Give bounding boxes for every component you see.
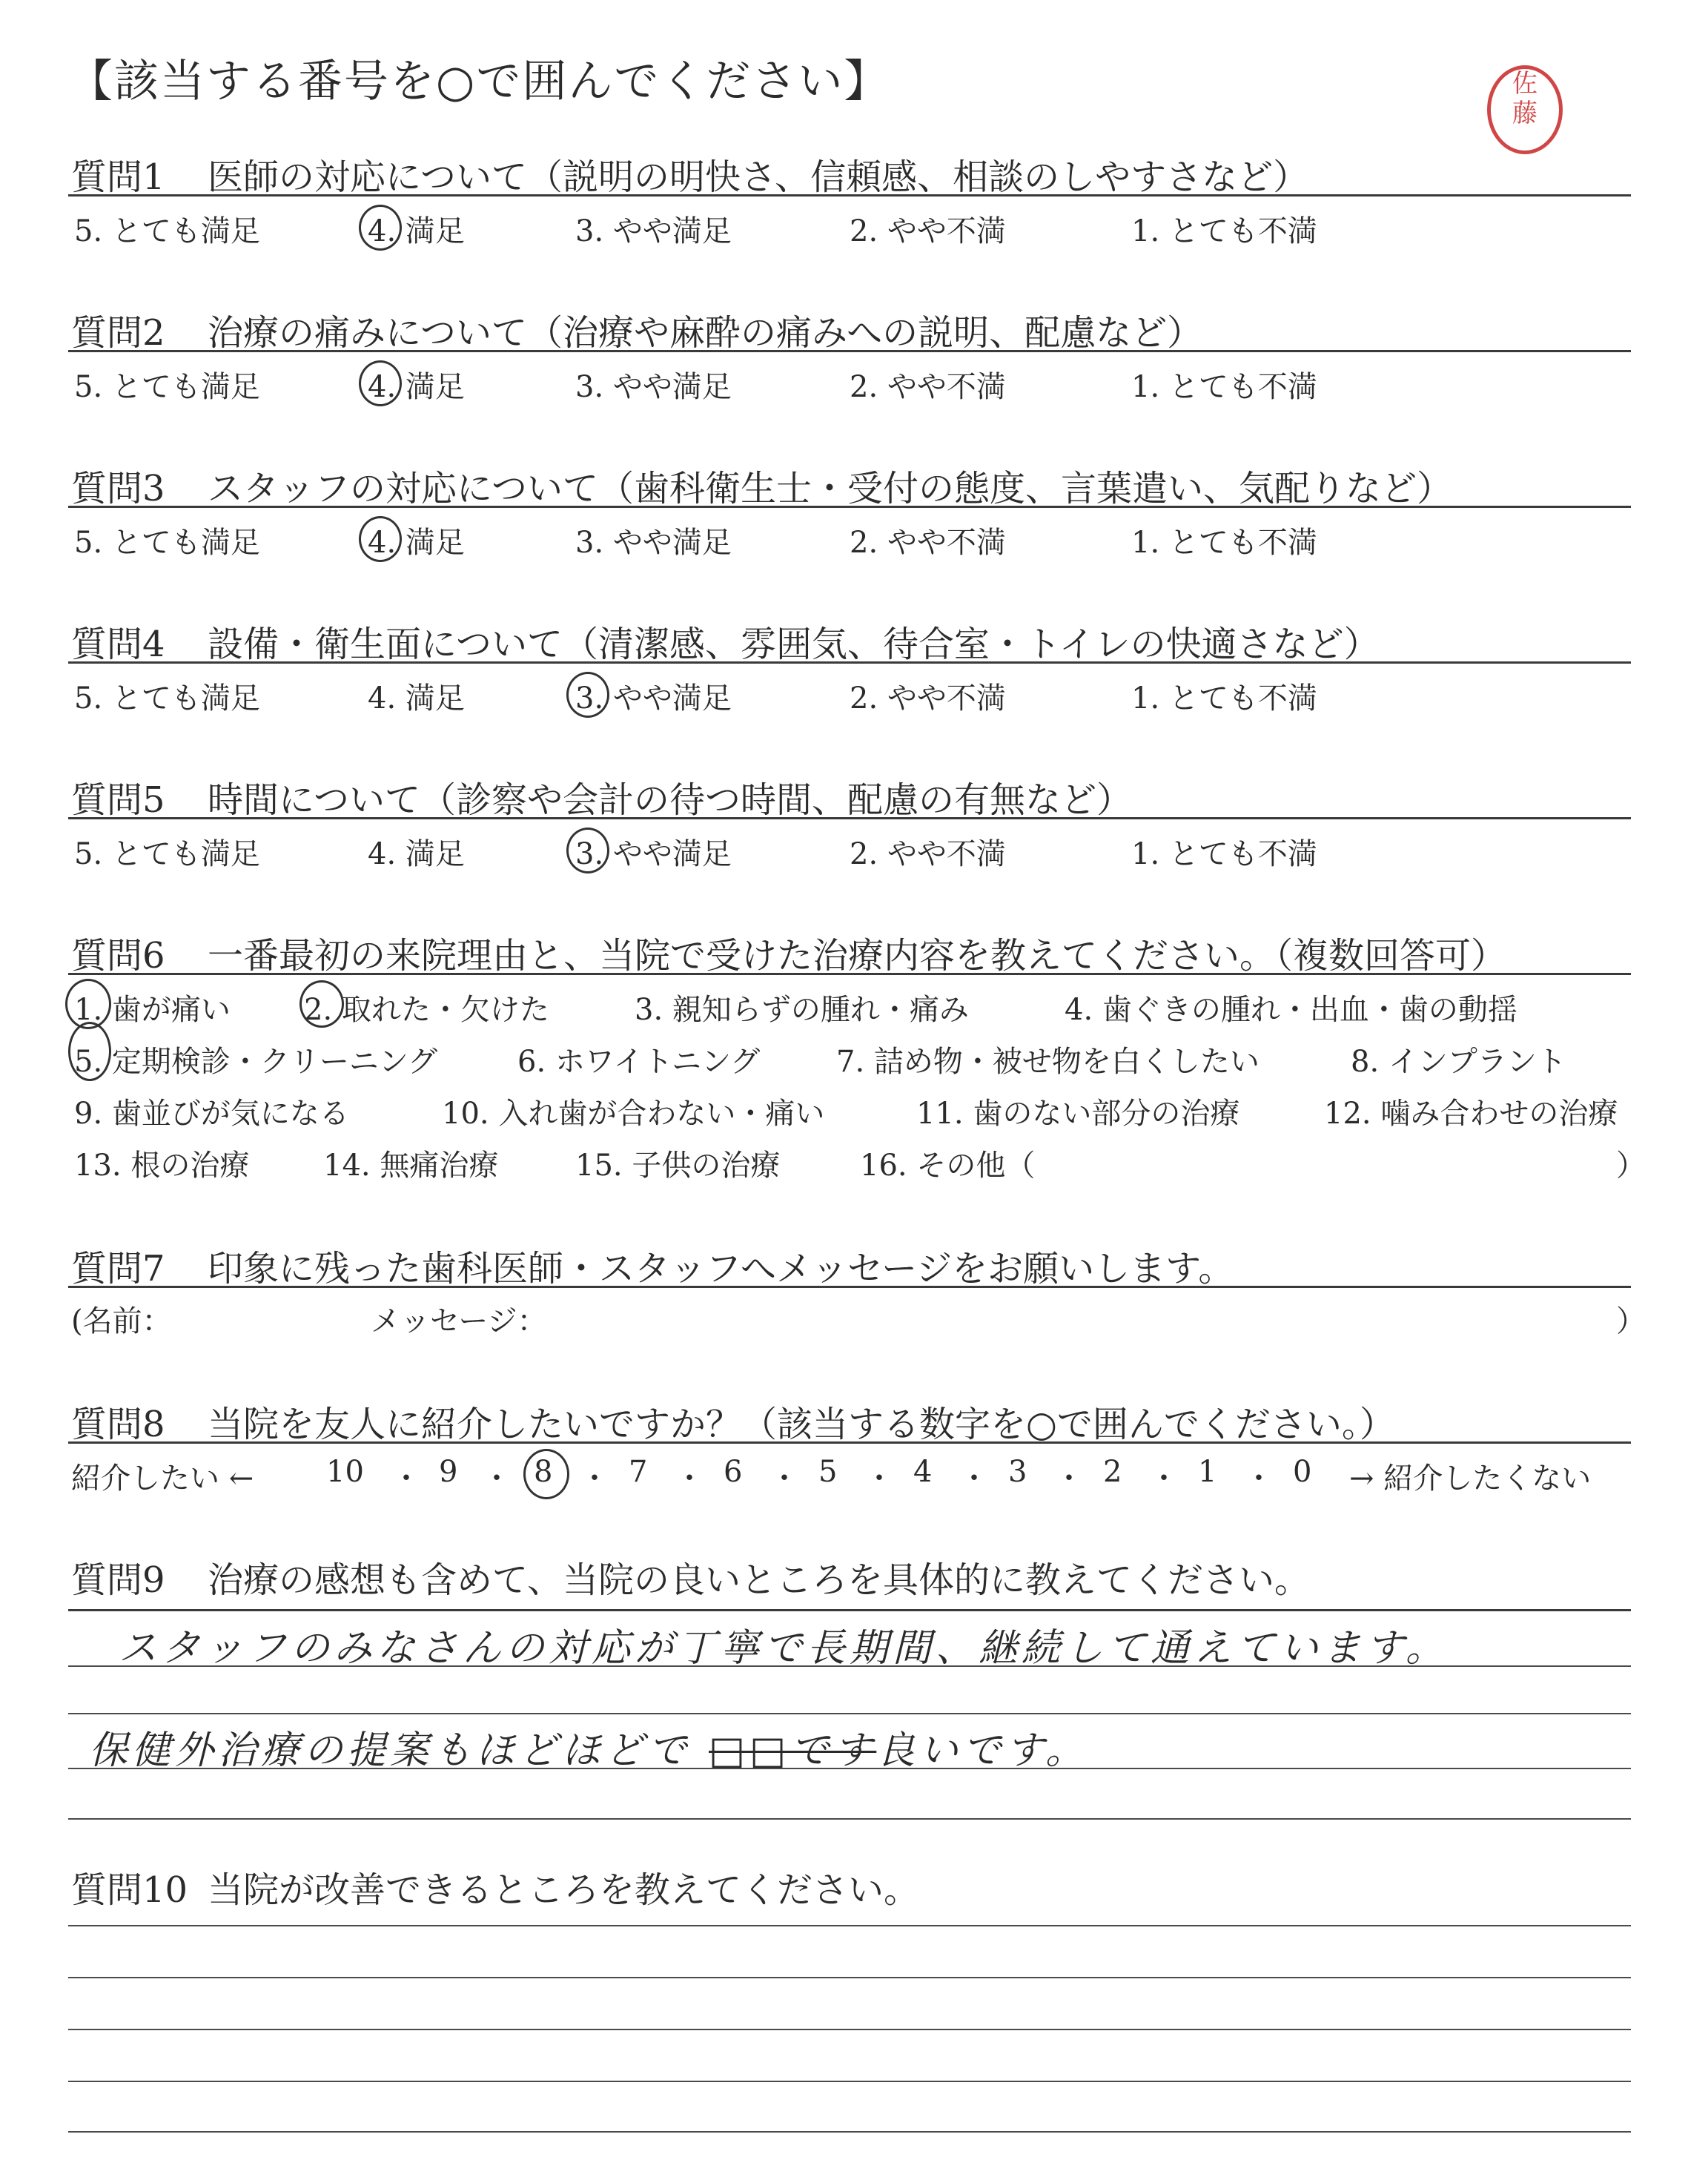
q6-option-11[interactable]: 11. 歯のない部分の治療 [916,1097,1240,1131]
q2-text: 治療の痛みについて（治療や麻酔の痛みへの説明、配慮など） [208,312,1203,354]
q6-option-6[interactable]: 6. ホワイトニング [517,1045,761,1079]
q1-selection-circle [359,205,402,251]
q4-option-2[interactable]: 2. やや不満 [850,681,1006,716]
q9-text: 治療の感想も含めて、当院の良いところを具体的に教えてください。 [208,1559,1311,1601]
q9-answer-line-1: スタッフのみなさんの対応が丁寧で長期間、継続して通えています。 [119,1626,1449,1671]
q5-label: 質問5 [71,779,165,821]
q1-option-5[interactable]: 5. とても満足 [74,214,260,248]
q2-rule [68,350,1631,352]
q3-rule [68,506,1631,508]
q6-option-2[interactable]: 2. 取れた・欠けた [304,993,549,1027]
q5-option-4[interactable]: 4. 満足 [368,837,465,871]
q1-option-4[interactable]: 4. 満足 [368,214,465,248]
q10-text: 当院が改善できるところを教えてください。 [208,1869,920,1911]
q1-rule [68,194,1631,196]
q2-option-2[interactable]: 2. やや不満 [850,370,1006,404]
q6-option-5[interactable]: 5. 定期検診・クリーニング [74,1045,438,1079]
q9-label: 質問9 [71,1559,165,1601]
q6-selection-circle-5 [68,1022,111,1081]
answer-line [68,1977,1631,1978]
q6-option-15[interactable]: 15. 子供の治療 [575,1149,781,1183]
q6-option-8[interactable]: 8. インプラント [1351,1045,1566,1079]
q1-option-1[interactable]: 1. とても不満 [1131,214,1317,248]
q6-text: 一番最初の来院理由と、当院で受けた治療内容を教えてください。（複数回答可） [208,935,1507,977]
answer-line [68,1665,1631,1667]
answer-line [68,1713,1631,1714]
q8-text: 当院を友人に紹介したいですか？（該当する数字を○で囲んでください。） [208,1404,1395,1445]
answer-line [68,2029,1631,2030]
q8-separator: ・ [675,1462,704,1496]
q7-name-label[interactable]: (名前： [71,1304,172,1338]
q3-option-5[interactable]: 5. とても満足 [74,526,260,560]
q9-answer-struck-text: □□です [709,1728,877,1773]
q3-selection-circle [359,516,402,562]
q8-scale-8[interactable]: 8 [534,1455,553,1489]
q8-separator: ・ [959,1462,989,1496]
q8-right-label: → 紹介したくない [1349,1462,1592,1496]
q9-rule [68,1609,1631,1611]
q8-separator: ・ [391,1462,421,1496]
q2-option-4[interactable]: 4. 満足 [368,370,465,404]
q8-separator: ・ [482,1462,512,1496]
q8-scale-10[interactable]: 10 [326,1455,364,1489]
answer-line [68,1768,1631,1769]
q9-answer-line-2-a: 保健外治療の提案もほどほどで [89,1728,692,1773]
q5-option-5[interactable]: 5. とても満足 [74,837,260,871]
q7-text: 印象に残った歯科医師・スタッフへメッセージをお願いします。 [208,1248,1234,1289]
q5-rule [68,817,1631,819]
q5-option-1[interactable]: 1. とても不満 [1131,837,1317,871]
q4-option-5[interactable]: 5. とても満足 [74,681,260,716]
q8-left-label: 紹介したい ← [71,1462,254,1496]
q4-option-4[interactable]: 4. 満足 [368,681,465,716]
q3-option-4[interactable]: 4. 満足 [368,526,465,560]
q8-scale-0[interactable]: 0 [1293,1455,1312,1489]
form-title: 【該当する番号を○で囲んでください】 [68,56,890,108]
q8-scale-1[interactable]: 1 [1198,1455,1217,1489]
seal-char-1: 佐 [1512,69,1537,99]
q7-close: ） [1616,1304,1646,1338]
q8-selection-circle [523,1449,569,1499]
q8-label: 質問8 [71,1404,165,1445]
q6-option-10[interactable]: 10. 入れ歯が合わない・痛い [442,1097,825,1131]
q4-text: 設備・衛生面について（清潔感、雰囲気、待合室・トイレの快適さなど） [208,624,1380,665]
q4-selection-circle [566,672,609,718]
q8-scale-3[interactable]: 3 [1008,1455,1027,1489]
q8-scale-9[interactable]: 9 [439,1455,458,1489]
q6-option-16[interactable]: 16. その他（ [860,1149,1036,1183]
q1-option-2[interactable]: 2. やや不満 [850,214,1006,248]
q5-selection-circle [566,828,609,873]
q5-text: 時間について（診察や会計の待つ時間、配慮の有無など） [208,779,1133,821]
q8-separator: ・ [580,1462,609,1496]
q6-option-9[interactable]: 9. 歯並びが気になる [74,1097,349,1131]
q3-option-1[interactable]: 1. とても不満 [1131,526,1317,560]
q7-label: 質問7 [71,1248,165,1289]
q7-rule [68,1286,1631,1288]
q5-option-3[interactable]: 3. やや満足 [575,837,732,871]
q6-selection-circle-2 [299,980,344,1028]
q6-option-3[interactable]: 3. 親知らずの腫れ・痛み [635,993,969,1027]
seal-char-2: 藤 [1512,99,1537,128]
q6-label: 質問6 [71,935,165,977]
q8-scale-2[interactable]: 2 [1103,1455,1122,1489]
q1-text: 医師の対応について（説明の明快さ、信頼感、相談のしやすさなど） [208,156,1309,198]
q6-option-4[interactable]: 4. 歯ぐきの腫れ・出血・歯の動揺 [1065,993,1517,1027]
q8-scale-6[interactable]: 6 [724,1455,743,1489]
q2-selection-circle [359,360,402,406]
q8-separator: ・ [1244,1462,1274,1496]
seal-stamp [1487,65,1563,154]
answer-line [68,2081,1631,2082]
q6-other-close: ） [1616,1149,1646,1183]
q4-option-3[interactable]: 3. やや満足 [575,681,732,716]
q9-answer-line-2-b: 良いです。 [876,1728,1089,1773]
q6-option-12[interactable]: 12. 噛み合わせの治療 [1324,1097,1618,1131]
q8-separator: ・ [1054,1462,1084,1496]
q6-option-1[interactable]: 1. 歯が痛い [74,993,231,1027]
q4-rule [68,661,1631,664]
q9-answer-line-2 [89,1719,1088,1774]
q3-option-2[interactable]: 2. やや不満 [850,526,1006,560]
q4-label: 質問4 [71,624,165,665]
q6-option-7[interactable]: 7. 詰め物・被せ物を白くしたい [836,1045,1260,1079]
q8-separator: ・ [769,1462,799,1496]
q1-option-3[interactable]: 3. やや満足 [575,214,732,248]
q8-scale-7[interactable]: 7 [629,1455,648,1489]
q8-separator: ・ [864,1462,894,1496]
q7-message-label[interactable]: メッセージ： [371,1304,547,1338]
answer-line [68,2131,1631,2133]
answer-line [68,1818,1631,1820]
q8-scale-5[interactable]: 5 [818,1455,838,1489]
q4-option-1[interactable]: 1. とても不満 [1131,681,1317,716]
q2-label: 質問2 [71,312,165,354]
q8-separator: ・ [1149,1462,1179,1496]
q3-text: スタッフの対応について（歯科衛生士・受付の態度、言葉遣い、気配りなど） [208,468,1453,509]
q3-option-3[interactable]: 3. やや満足 [575,526,732,560]
q10-label: 質問10 [71,1869,188,1911]
q5-option-2[interactable]: 2. やや不満 [850,837,1006,871]
q8-scale-4[interactable]: 4 [913,1455,933,1489]
answer-line [68,1925,1631,1926]
q6-option-13[interactable]: 13. 根の治療 [74,1149,250,1183]
q2-option-5[interactable]: 5. とても満足 [74,370,260,404]
q2-option-3[interactable]: 3. やや満足 [575,370,732,404]
q2-option-1[interactable]: 1. とても不満 [1131,370,1317,404]
q3-label: 質問3 [71,468,165,509]
q6-rule [68,973,1631,975]
q6-option-14[interactable]: 14. 無痛治療 [323,1149,499,1183]
q1-label: 質問1 [71,156,165,198]
q8-rule [68,1441,1631,1444]
